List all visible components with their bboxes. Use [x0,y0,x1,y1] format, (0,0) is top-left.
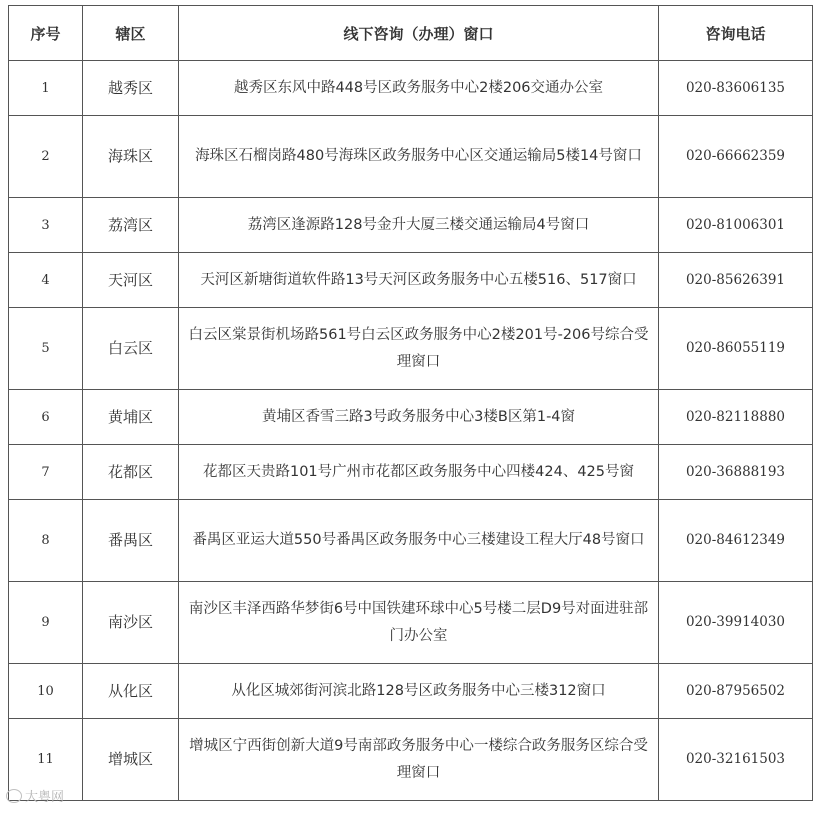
row-phone: 020-83606135 [659,61,813,116]
table-row [9,61,813,116]
row-address: 从化区城郊街河滨北路128号区政务服务中心三楼312窗口 [179,664,659,719]
row-phone: 020-81006301 [659,198,813,253]
row-district: 从化区 [83,664,179,719]
row-no: 3 [9,198,83,253]
row-address: 越秀区东风中路448号区政务服务中心2楼206交通办公室 [179,61,659,116]
row-phone: 020-86055119 [659,308,813,390]
table-header-row [9,6,813,61]
table-row [9,582,813,664]
row-no: 1 [9,61,83,116]
watermark-text: 大粤网 [25,790,65,805]
row-district: 黄埔区 [83,390,179,445]
row-address: 天河区新塘街道软件路13号天河区政务服务中心五楼516、517窗口 [179,253,659,308]
row-address: 花都区天贵路101号广州市花都区政务服务中心四楼424、425号窗 [179,445,659,500]
row-address: 白云区棠景街机场路561号白云区政务服务中心2楼201号-206号综合受理窗口 [179,308,659,390]
table-row [9,664,813,719]
row-address: 海珠区石榴岗路480号海珠区政务服务中心区交通运输局5楼14号窗口 [179,116,659,198]
row-phone: 020-85626391 [659,253,813,308]
row-address: 黄埔区香雪三路3号政务服务中心3楼B区第1-4窗 [179,390,659,445]
table-row [9,445,813,500]
header-no: 序号 [9,6,83,61]
row-no: 5 [9,308,83,390]
table-row [9,198,813,253]
row-phone: 020-87956502 [659,664,813,719]
table-row [9,500,813,582]
header-window: 线下咨询（办理）窗口 [179,6,659,61]
table-row [9,116,813,198]
row-phone: 020-82118880 [659,390,813,445]
row-phone: 020-84612349 [659,500,813,582]
row-district: 南沙区 [83,582,179,664]
row-district: 增城区 [83,719,179,801]
row-address: 增城区宁西街创新大道9号南部政务服务中心一楼综合政务服务区综合受理窗口 [179,719,659,801]
row-address: 南沙区丰泽西路华梦街6号中国铁建环球中心5号楼二层D9号对面进驻部门办公室 [179,582,659,664]
row-district: 天河区 [83,253,179,308]
row-no: 6 [9,390,83,445]
row-no: 2 [9,116,83,198]
header-phone: 咨询电话 [659,6,813,61]
watermark-logo-icon [6,789,22,803]
row-district: 花都区 [83,445,179,500]
table-row [9,719,813,801]
row-phone: 020-36888193 [659,445,813,500]
row-address: 荔湾区逢源路128号金升大厦三楼交通运输局4号窗口 [179,198,659,253]
row-phone: 020-66662359 [659,116,813,198]
row-address: 番禺区亚运大道550号番禺区政务服务中心三楼建设工程大厅48号窗口 [179,500,659,582]
row-district: 番禺区 [83,500,179,582]
row-no: 7 [9,445,83,500]
table-row [9,253,813,308]
row-district: 白云区 [83,308,179,390]
watermark [6,786,64,805]
service-window-table [8,5,813,801]
row-no: 4 [9,253,83,308]
row-phone: 020-39914030 [659,582,813,664]
table-row [9,390,813,445]
row-phone: 020-32161503 [659,719,813,801]
row-district: 海珠区 [83,116,179,198]
row-no: 10 [9,664,83,719]
row-no: 9 [9,582,83,664]
row-district: 越秀区 [83,61,179,116]
row-no: 8 [9,500,83,582]
row-district: 荔湾区 [83,198,179,253]
row-no: 11 [9,719,83,801]
header-district: 辖区 [83,6,179,61]
table-row [9,308,813,390]
